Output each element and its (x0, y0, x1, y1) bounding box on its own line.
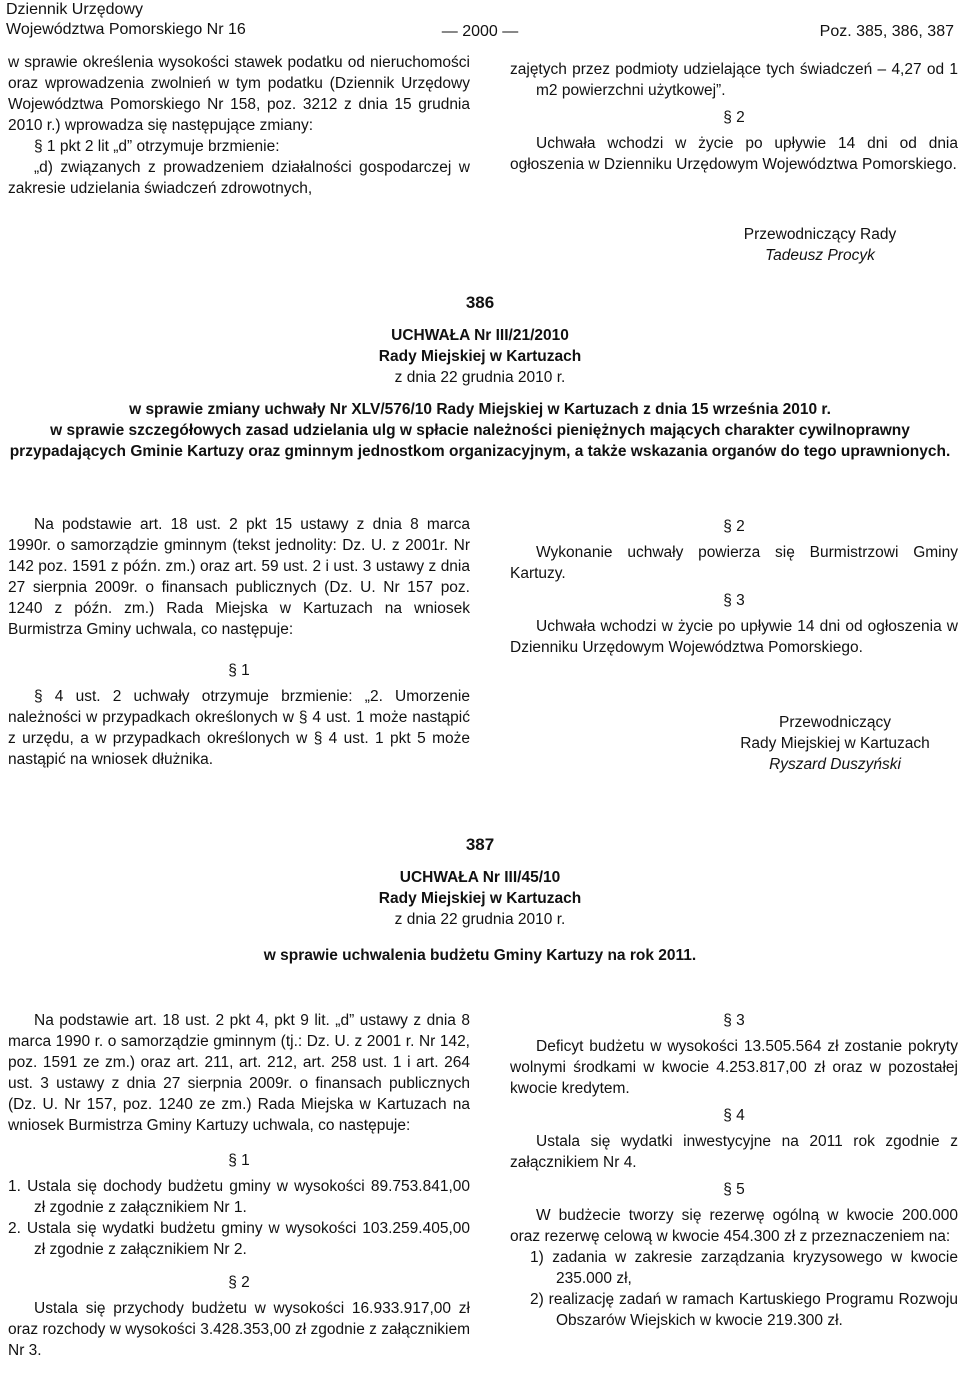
resolution-387-par-2: § 2 (228, 1274, 250, 1291)
resolution-387-text-2: Ustala się przychody budżetu w wysokości 16.933.917,00 zł oraz rozchody w wysokości 3.428.353,00 zł zgodnie z załącznikiem Nr 3. (8, 1300, 470, 1359)
resolution-386-sign-name: Ryszard Duszyński (769, 756, 901, 773)
resolution-387-text-3: Deficyt budżetu w wysokości 13.505.564 zł zostanie pokryty wolnymi środkami w kwocie 4.253.817,00 zł oraz w pozostałej kwocie kredytem. (510, 1038, 958, 1097)
resolution-387-heading (0, 834, 960, 966)
resolution-386-title: UCHWAŁA Nr III/21/2010 (391, 327, 569, 344)
resolution-387-par-3: § 3 (723, 1012, 745, 1029)
resolution-387-right-column (510, 1010, 958, 1331)
resolution-386-par-2: § 2 (723, 518, 745, 535)
resolution-386-par-1: § 1 (228, 662, 250, 679)
resolution-387-par-1: § 1 (228, 1152, 250, 1169)
resolution-387-item-2: 2. Ustala się wydatki budżetu gminy w wysokości 103.259.405,00 zł zgodnie z załącznikiem Nr 2. (8, 1220, 470, 1258)
resolution-387-subject: w sprawie uchwalenia budżetu Gminy Kartuzy na rok 2011. (263, 947, 697, 964)
resolution-386-par-3: § 3 (723, 592, 745, 609)
resolution-387-title: UCHWAŁA Nr III/45/10 (399, 869, 561, 886)
resolution-386-number: 386 (465, 293, 495, 312)
resolution-386-text-2: Wykonanie uchwały powierza się Burmistrzowi Gminy Kartuzy. (510, 544, 958, 582)
journal-line-1: Dziennik Urzędowy (6, 1, 143, 18)
resolution-386-intro: Na podstawie art. 18 ust. 2 pkt 15 ustawy z dnia 8 marca 1990r. o samorządzie gminnym (tekst jednolity: Dz. U. z 2001r. Nr 142 poz. 1591 z późn. zm.) oraz art. 59 ust. 2 i ust. 3 ustawy z dnia 27 sierpnia 2009r. o finansach publicznych (Dz. U. Nr 157 poz. 1240 z późn. zm.) Rada Miejska w Kartuzach na wniosek Burmistrza Gminy uchwala, co następuje: (8, 516, 470, 638)
resolution-387-item-1: 1. Ustala się dochody budżetu gminy w wysokości 89.753.841,00 zł zgodnie z załącznikiem Nr 1. (8, 1178, 470, 1216)
resolution-387-left-column (8, 1010, 470, 1361)
resolution-387-reserve-item-2: 2) realizację zadań w ramach Kartuskiego Programu Rozwoju Obszarów Wiejskich w kwocie 219.300 zł. (530, 1291, 958, 1329)
resolution-386-heading (0, 292, 960, 388)
resolution-386-sign-title: Przewodniczący (779, 714, 891, 731)
resolution-386-date: z dnia 22 grudnia 2010 r. (394, 369, 566, 386)
top-signature-block (700, 224, 940, 266)
top-right-paragraph-mark: § 2 (723, 109, 745, 126)
resolution-386-subject-1: w sprawie zmiany uchwały Nr XLV/576/10 Rady Miejskiej w Kartuzach z dnia 15 września 2010 r. (129, 401, 831, 418)
top-right-column (510, 59, 958, 195)
top-signature-name: Tadeusz Procyk (765, 247, 875, 264)
resolution-386-signature (700, 712, 960, 775)
top-left-para-1: w sprawie określenia wysokości stawek podatku od nieruchomości oraz wprowadzenia zwolnień w tym podatku (Dziennik Urzędowy Województwa Pomorskiego Nr 158, poz. 3212 z dnia 15 grudnia 2010 r.) wprowadza się następujące zmiany: (8, 54, 470, 134)
resolution-386-left-column (8, 514, 470, 770)
resolution-386-right-column (510, 516, 958, 658)
resolution-387-date: z dnia 22 grudnia 2010 r. (394, 911, 566, 928)
resolution-386-subject (8, 399, 952, 462)
top-right-continuation: zajętych przez podmioty udzielające tych świadczeń – 4,27 od 1 m2 powierzchni użytkowej”. (510, 61, 958, 99)
top-left-column (8, 52, 470, 199)
resolution-387-text-4: Ustala się wydatki inwestycyjne na 2011 rok zgodnie z załącznikiem Nr 4. (510, 1133, 958, 1171)
resolution-387-number: 387 (465, 835, 495, 854)
resolution-386-text-1: § 4 ust. 2 uchwały otrzymuje brzmienie: „2. Umorzenie należności w przypadkach określonych w § 4 ust. 1 może nastąpić z urzędu, a w przypadkach określonych w § 4 ust. 1 pkt 5 może nastąpić na wniosek dłużnika. (8, 688, 470, 768)
resolution-387-intro: Na podstawie art. 18 ust. 2 pkt 4, pkt 9 lit. „d” ustawy z dnia 8 marca 1990 r. o samorządzie gminnym (tj.: Dz. U. z 2001 r. Nr 142, poz. 1591 ze zm.) oraz art. 211, art. 212, art. 258 ust. 1 i art. 264 ust. 3 ustawy z dnia 27 sierpnia 2009r. o finansach publicznych (Dz. U. Nr 157, poz. 1240 ze zm.) Rada Miejska w Kartuzach na wniosek Burmistrza Gminy Kartuzy uchwala, co następuje: (8, 1012, 470, 1134)
resolution-386-text-3: Uchwała wchodzi w życie po upływie 14 dni od ogłoszenia w Dzienniku Urzędowym Województwa Pomorskiego. (510, 618, 958, 656)
top-left-para-2: § 1 pkt 2 lit „d” otrzymuje brzmienie: (34, 138, 280, 155)
resolution-387-text-5: W budżecie tworzy się rezerwę ogólną w kwocie 200.000 oraz rezerwę celową w kwocie 454.300 zł z przeznaczeniem na: (510, 1207, 958, 1245)
page-number: — 2000 — (441, 23, 519, 40)
resolution-387-reserve-item-1: 1) zadania w zakresie zarządzania kryzysowego w kwocie 235.000 zł, (530, 1249, 958, 1287)
top-right-text: Uchwała wchodzi w życie po upływie 14 dni od dnia ogłoszenia w Dzienniku Urzędowym Województwa Pomorskiego. (510, 135, 958, 173)
resolution-386-subject-2: w sprawie szczegółowych zasad udzielania ulg w spłacie należności pieniężnych mających charakter cywilnoprawny przypadających Gminie Kartuzy oraz gminnym jednostkom organizacyjnym, a także wskazania organów do tego uprawnionych. (9, 422, 951, 460)
positions-label: Poz. 385, 386, 387 (819, 23, 954, 40)
resolution-387-par-5: § 5 (723, 1181, 745, 1198)
resolution-387-body: Rady Miejskiej w Kartuzach (378, 890, 582, 907)
resolution-386-sign-body: Rady Miejskiej w Kartuzach (740, 735, 930, 752)
resolution-387-par-4: § 4 (723, 1107, 745, 1124)
top-left-para-3: „d) związanych z prowadzeniem działalności gospodarczej w zakresie udzielania świadczeń zdrowotnych, (8, 159, 470, 197)
top-signature-title: Przewodniczący Rady (743, 226, 897, 243)
journal-line-2: Województwa Pomorskiego Nr 16 (6, 21, 246, 38)
resolution-386-body: Rady Miejskiej w Kartuzach (378, 348, 582, 365)
